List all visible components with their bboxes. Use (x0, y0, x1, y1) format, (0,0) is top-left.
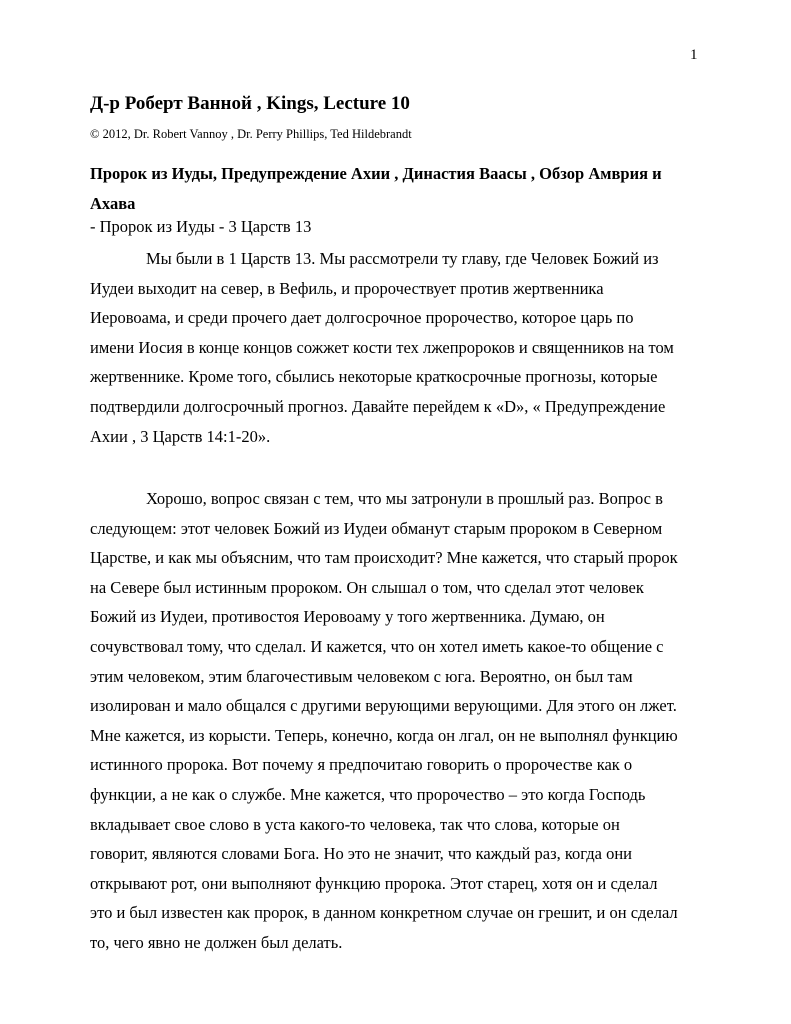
section-heading-line: Ахава (90, 194, 136, 213)
paragraph-line: Ахии , 3 Царств 14:1-20». (90, 426, 271, 446)
paragraph-line: Мне кажется, из корысти. Теперь, конечно, когда он лгал, он не выполнял функцию (90, 725, 678, 745)
body-paragraph (90, 484, 710, 958)
paragraph-line: это и был известен как пророк, в данном конкретном случае он грешит, и он сделал (90, 903, 678, 923)
section-heading-line: Пророк из Иуды, Предупреждение Ахии , Династия Ваасы , Обзор Амврия и (90, 164, 662, 183)
paragraph-line: говорит, являются словами Бога. Но это не значит, что каждый раз, когда они (90, 844, 632, 864)
paragraph-line: имени Иосия в конце концов сожжет кости тех лжепророков и священников на том (90, 337, 674, 357)
paragraph-line: сочувствовал тому, что сделал. И кажется, что он хотел иметь какое-то общение с (90, 636, 664, 656)
copyright-line: © 2012, Dr. Robert Vannoy , Dr. Perry Phillips, Ted Hildebrandt (90, 127, 412, 141)
paragraph-line: Иеровоама, и среди прочего дает долгосрочное пророчество, которое царь по (90, 308, 634, 328)
paragraph-line: истинного пророка. Вот почему я предпочитаю говорить о пророчестве как о (90, 755, 633, 775)
paragraph-line: вкладывает свое слово в уста какого-то человека, так что слова, которые он (90, 814, 620, 834)
page-number: 1 (690, 47, 698, 63)
paragraph-line: открывают рот, они выполняют функцию пророка. Этот старец, хотя он и сделал (90, 873, 658, 893)
paragraph-line: Божий из Иудеи, противостоя Иеровоаму у того жертвенника. Думаю, он (90, 607, 605, 627)
paragraph-line: Царстве, и как мы объясним, что там происходит? Мне кажется, что старый пророк (90, 548, 678, 568)
paragraph-line: функции, а не как о службе. Мне кажется, что пророчество – это когда Господь (90, 784, 646, 804)
document-title: Д-р Роберт Ванной , Kings, Lecture 10 (90, 93, 410, 114)
paragraph-line: то, чего явно не должен был делать. (90, 932, 343, 952)
paragraph-line: следующем: этот человек Божий из Иудеи обманут старым пророком в Северном (90, 518, 663, 538)
paragraph-line: изолирован и мало общался с другими верующими верующими. Для этого он лжет. (90, 696, 677, 716)
paragraph-line: жертвеннике. Кроме того, сбылись некоторые краткосрочные прогнозы, которые (90, 367, 658, 387)
paragraph-line: Мы были в 1 Царств 13. Мы рассмотрели ту главу, где Человек Божий из (146, 249, 659, 268)
body-paragraph (90, 244, 710, 451)
subheading: - Пророк из Иуды - 3 Царств 13 (90, 217, 312, 236)
paragraph-line: на Севере был истинным пророком. Он слышал о том, что сделал этот человек (90, 577, 644, 597)
section-heading (90, 159, 710, 219)
paragraph-line: этим человеком, этим благочестивым человеком с юга. Вероятно, он был там (90, 666, 633, 686)
paragraph-line: Хорошо, вопрос связан с тем, что мы затронули в прошлый раз. Вопрос в (146, 489, 663, 508)
paragraph-line: подтвердили долгосрочный прогноз. Давайте перейдем к «D», « Предупреждение (90, 396, 666, 416)
paragraph-line: Иудеи выходит на север, в Вефиль, и пророчествует против жертвенника (90, 278, 604, 298)
